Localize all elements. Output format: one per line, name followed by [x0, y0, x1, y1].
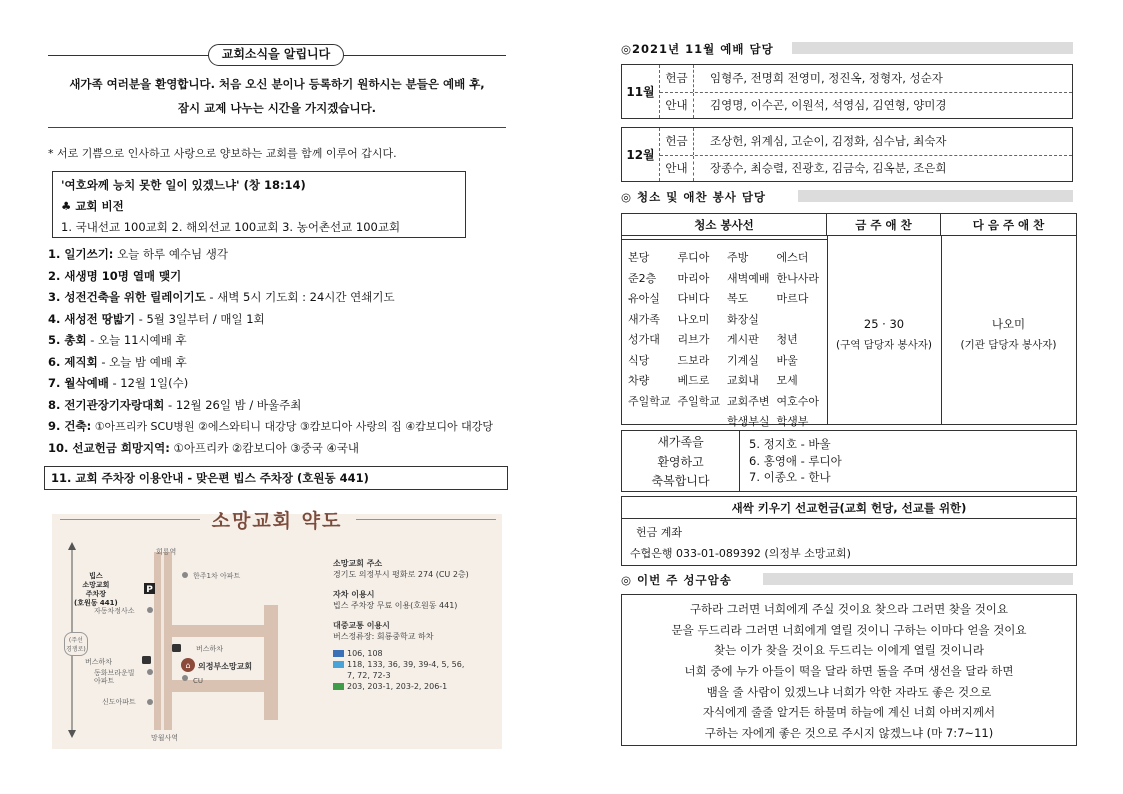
- serve-header: [622, 214, 1076, 236]
- welcome-line: 새가족 여러분을 환영합니다. 처음 오신 분이나 등록하기 원하시는 분들은 예배 후,: [69, 77, 485, 91]
- verse-line: 구하는 자에게 좋은 것으로 주시지 않겠느냐 (마 7:7~11): [704, 726, 994, 741]
- list-item: 10. 선교헌금 희망지역: ①아프리카 ②캄보디아 ③중국 ④국내: [48, 440, 360, 455]
- newcomer-label-line: 축복합니다: [651, 474, 710, 488]
- info-text: 경기도 의정부시 평화로 274 (CU 2층): [333, 570, 469, 579]
- grid-cell: 성가대: [628, 333, 660, 347]
- grid-cell: 복도: [727, 292, 749, 306]
- section-title: 교회소식을 알립니다: [208, 44, 344, 66]
- note-text: * 서로 기쁨으로 인사하고 사랑으로 양보하는 교회를 함께 이루어 갑시다.: [48, 147, 397, 160]
- grid-cell: 교회내: [727, 374, 759, 388]
- verse-title: ◎ 이번 주 성구암송: [621, 573, 732, 587]
- title-bar: [798, 190, 1073, 202]
- duty-key: 안내: [660, 93, 694, 119]
- info-title: 자차 이용시: [333, 590, 375, 599]
- info-title: 소망교회 주소: [333, 559, 383, 568]
- list-item: 5. 총회 - 오늘 11시예배 후: [48, 333, 187, 347]
- grid-row: [628, 411, 826, 432]
- newcomer-label-line: 새가족을: [657, 435, 704, 449]
- bus-list: 106, 108: [347, 649, 383, 658]
- offering-label: 헌금 계좌: [636, 526, 683, 539]
- duty-names: 조상헌, 위계심, 고순이, 김정화, 심수남, 최숙자: [710, 134, 947, 149]
- map-title: 소망교회 약도: [211, 510, 343, 532]
- map-label: 한주1차 아파트: [193, 572, 241, 580]
- next-week-sub: (기관 담당자 봉사자): [960, 339, 1057, 351]
- grid-row: [628, 309, 826, 330]
- grid-cell: 새가족: [628, 312, 660, 326]
- verse-line: 너희 중에 누가 아들이 떡을 달라 하면 돌을 주며 생선을 달라 하면: [684, 664, 1014, 679]
- month-box-nov: [621, 64, 1073, 119]
- bus-list: 203, 203-1, 203-2, 206-1: [347, 682, 448, 691]
- duty-row: [660, 128, 1072, 155]
- bus-tag-icon: [333, 683, 344, 690]
- info-title: 대중교통 이용시: [333, 621, 390, 630]
- offering-account: 수협은행 033-01-089392 (의정부 소망교회): [630, 547, 851, 560]
- welcome-message: [48, 72, 506, 120]
- row-divider: [622, 236, 827, 240]
- col-header: 금 주 애 찬: [827, 214, 941, 235]
- svg-text:⌂: ⌂: [185, 661, 191, 670]
- vision-box: [52, 171, 466, 238]
- grid-cell: 주일학교: [628, 394, 671, 408]
- grid-cell: 학생부실: [727, 415, 770, 429]
- grid-cell: 본당: [628, 251, 650, 265]
- grid-cell: 리브가: [677, 333, 710, 347]
- newcomer-label: [622, 431, 740, 491]
- list-item: 2. 새생명 10명 열매 맺기: [48, 268, 182, 283]
- duty-row: [660, 65, 1072, 92]
- this-week-value: 25 · 30: [863, 317, 905, 331]
- grid-cell: 교회주변: [727, 394, 770, 408]
- month-label: 12월: [622, 128, 660, 181]
- info-text: 빕스 주차장 무료 이용(호원동 441): [333, 601, 458, 610]
- map-label: 신도아파트: [102, 698, 136, 706]
- col-header: 청소 봉사선: [622, 214, 827, 235]
- grid-cell: 에스더: [776, 251, 809, 265]
- grid-cell: 학생부: [776, 415, 809, 429]
- clean-title: ◎ 청소 및 애찬 봉사 담당: [621, 190, 767, 204]
- newcomer-list: [749, 436, 842, 486]
- map-label: 망월사역: [151, 734, 179, 742]
- duty-names: 장종수, 최승렬, 진광호, 김금숙, 김옥분, 조은희: [710, 161, 947, 176]
- grid-cell: 나오미: [677, 312, 710, 326]
- grid-cell: 주일학교: [677, 394, 721, 408]
- map-label: 자동차정사소: [94, 607, 135, 615]
- grid-cell: 여호수아: [776, 394, 820, 408]
- vision-title: ♣ 교회 비전: [61, 199, 124, 213]
- newcomer-box: [621, 430, 1077, 492]
- map-label: 버스하차: [85, 658, 113, 666]
- map-info: [333, 558, 501, 701]
- list-item: 8. 전기관장기자랑대회 - 12월 26일 밤 / 바울주최: [48, 397, 302, 412]
- vision-items: 1. 국내선교 100교회 2. 해외선교 100교회 3. 농어촌선교 100교회: [61, 220, 401, 234]
- grid-row: [628, 329, 826, 350]
- offering-box: [621, 496, 1077, 566]
- month-box-dec: [621, 127, 1073, 182]
- verse-line: 뱀을 줄 사람이 있겠느냐 너희가 악한 자라도 좋은 것으로: [706, 684, 992, 699]
- welcome-line: 잠시 교제 나누는 시간을 가지겠습니다.: [177, 101, 377, 115]
- next-week-cell: [941, 314, 1076, 356]
- title-bar: [763, 573, 1073, 585]
- list-item: 5. 정지호 - 바울: [749, 437, 831, 451]
- grid-cell: 다비다: [677, 292, 710, 306]
- grid-cell: 게시판: [727, 333, 759, 347]
- grid-row: [628, 247, 826, 268]
- duty-key: 안내: [660, 156, 694, 182]
- duty-names: 임형주, 전명희 전영미, 정진옥, 정형자, 성순자: [710, 71, 943, 86]
- grid-row: [628, 350, 826, 371]
- col-header: 다 음 주 애 찬: [972, 217, 1045, 232]
- vision-verse: '여호와께 능치 못한 일이 있겠느냐' (창 18:14): [61, 178, 306, 192]
- grid-cell: 모세: [776, 374, 798, 388]
- list-item: 3. 성전건축을 위한 릴레이기도 - 새벽 5시 기도회 : 24시간 연쇄기도: [48, 290, 395, 304]
- map-label: 버스하차: [196, 645, 224, 653]
- grid-row: [628, 288, 826, 309]
- map-label: 회룡역: [156, 548, 177, 556]
- map-roads: [52, 530, 332, 749]
- duty-row: [660, 92, 1072, 119]
- announcement-list: [48, 244, 508, 459]
- bus-tag-icon: [333, 661, 344, 668]
- grid-cell: 유아실: [628, 292, 660, 306]
- grid-cell: 루디아: [677, 251, 710, 265]
- grid-cell: 차량: [628, 374, 650, 388]
- bus-tag-icon: [333, 650, 344, 657]
- duty-names: 김영명, 이수곤, 이원석, 석영심, 김연형, 양미경: [710, 98, 947, 113]
- list-item: 6. 제직회 - 오늘 밤 예배 후: [48, 354, 187, 369]
- map-label: (주선 경쟁로): [64, 632, 88, 656]
- verse-line: 구하라 그러면 너희에게 주실 것이요 찾으라 그러면 찾을 것이요: [689, 602, 1009, 616]
- grid-cell: 기계실: [727, 353, 759, 367]
- next-week-value: 나오미: [991, 317, 1026, 331]
- grid-cell: 화장실: [727, 312, 759, 326]
- this-week-sub: (구역 담당자 봉사자): [835, 339, 932, 351]
- grid-row: [628, 391, 826, 412]
- this-week-cell: [827, 314, 941, 356]
- grid-row: [628, 370, 826, 391]
- info-text: 버스정류장: 회룡중학교 하차: [333, 632, 434, 641]
- grid-row: [628, 268, 826, 289]
- list-item: 9. 건축: ①아프리카 SCU병원 ②에스와티니 대강당 ③캄보디아 사랑의 집 ④캄보디아 대강당: [48, 419, 493, 433]
- grid-cell: 바울: [776, 353, 798, 367]
- duty-row: [660, 155, 1072, 182]
- map-label: CU: [193, 677, 204, 685]
- grid-cell: 새벽예배: [727, 271, 770, 285]
- month-label: 11월: [622, 65, 660, 118]
- map-label: 빕스 소망교회 주차장 (호원동 441): [74, 572, 118, 607]
- serve-table: [621, 213, 1077, 429]
- divider: [48, 127, 506, 128]
- grid-cell: 한나사라: [776, 271, 820, 285]
- list-item: 7. 이종오 - 한나: [749, 470, 831, 484]
- svg-text:P: P: [146, 585, 153, 595]
- duty-key: 헌금: [660, 128, 694, 155]
- newcomer-label-line: 환영하고: [657, 454, 704, 469]
- clean-grid: [628, 247, 826, 432]
- list-item: 4. 새성전 땅밟기 - 5월 3일부터 / 매일 1회: [48, 311, 265, 326]
- grid-cell: 청년: [776, 333, 798, 347]
- verse-line: 문을 두드리라 그러면 너희에게 열릴 것이니 구하는 이마다 얻을 것이요: [671, 622, 1027, 637]
- verse-line: 자식에게 줄줄 알거든 하물며 하늘에 계신 너희 아버지께서: [702, 705, 996, 720]
- verse-line: 찾는 이가 찾을 것이요 두드리는 이에게 열릴 것이니라: [714, 643, 984, 658]
- grid-cell: 베드로: [677, 374, 710, 388]
- grid-cell: 마르다: [776, 292, 809, 306]
- bus-list: 7, 72, 72-3: [347, 671, 391, 680]
- grid-cell: 마리아: [677, 271, 710, 285]
- duty-key: 헌금: [660, 65, 694, 92]
- list-item: 1. 일기쓰기: 오늘 하루 예수님 생각: [48, 247, 229, 261]
- duty-title: ◎2021년 11월 예배 담당: [621, 42, 774, 56]
- grid-cell: 드보라: [677, 353, 710, 367]
- map-church-label: 의정부소망교회: [198, 662, 253, 671]
- title-bar: [792, 42, 1073, 54]
- map-label: 동화브라운빌 아파트: [94, 669, 135, 685]
- offering-title: 새싹 키우기 선교헌금(교회 헌당, 선교를 위한): [622, 497, 1076, 519]
- bus-list: 118, 133, 36, 39, 39-4, 5, 56,: [347, 660, 465, 669]
- verse-box: [621, 594, 1077, 746]
- list-item: 7. 월삭예배 - 12월 1일(수): [48, 376, 189, 390]
- list-item: 6. 홍영애 - 루디아: [749, 453, 842, 468]
- grid-cell: 준2층: [628, 271, 657, 285]
- grid-cell: 식당: [628, 353, 650, 367]
- parking-info: 11. 교회 주차장 이용안내 - 맞은편 빕스 주차장 (호원동 441): [44, 466, 508, 490]
- grid-cell: 주방: [727, 251, 749, 265]
